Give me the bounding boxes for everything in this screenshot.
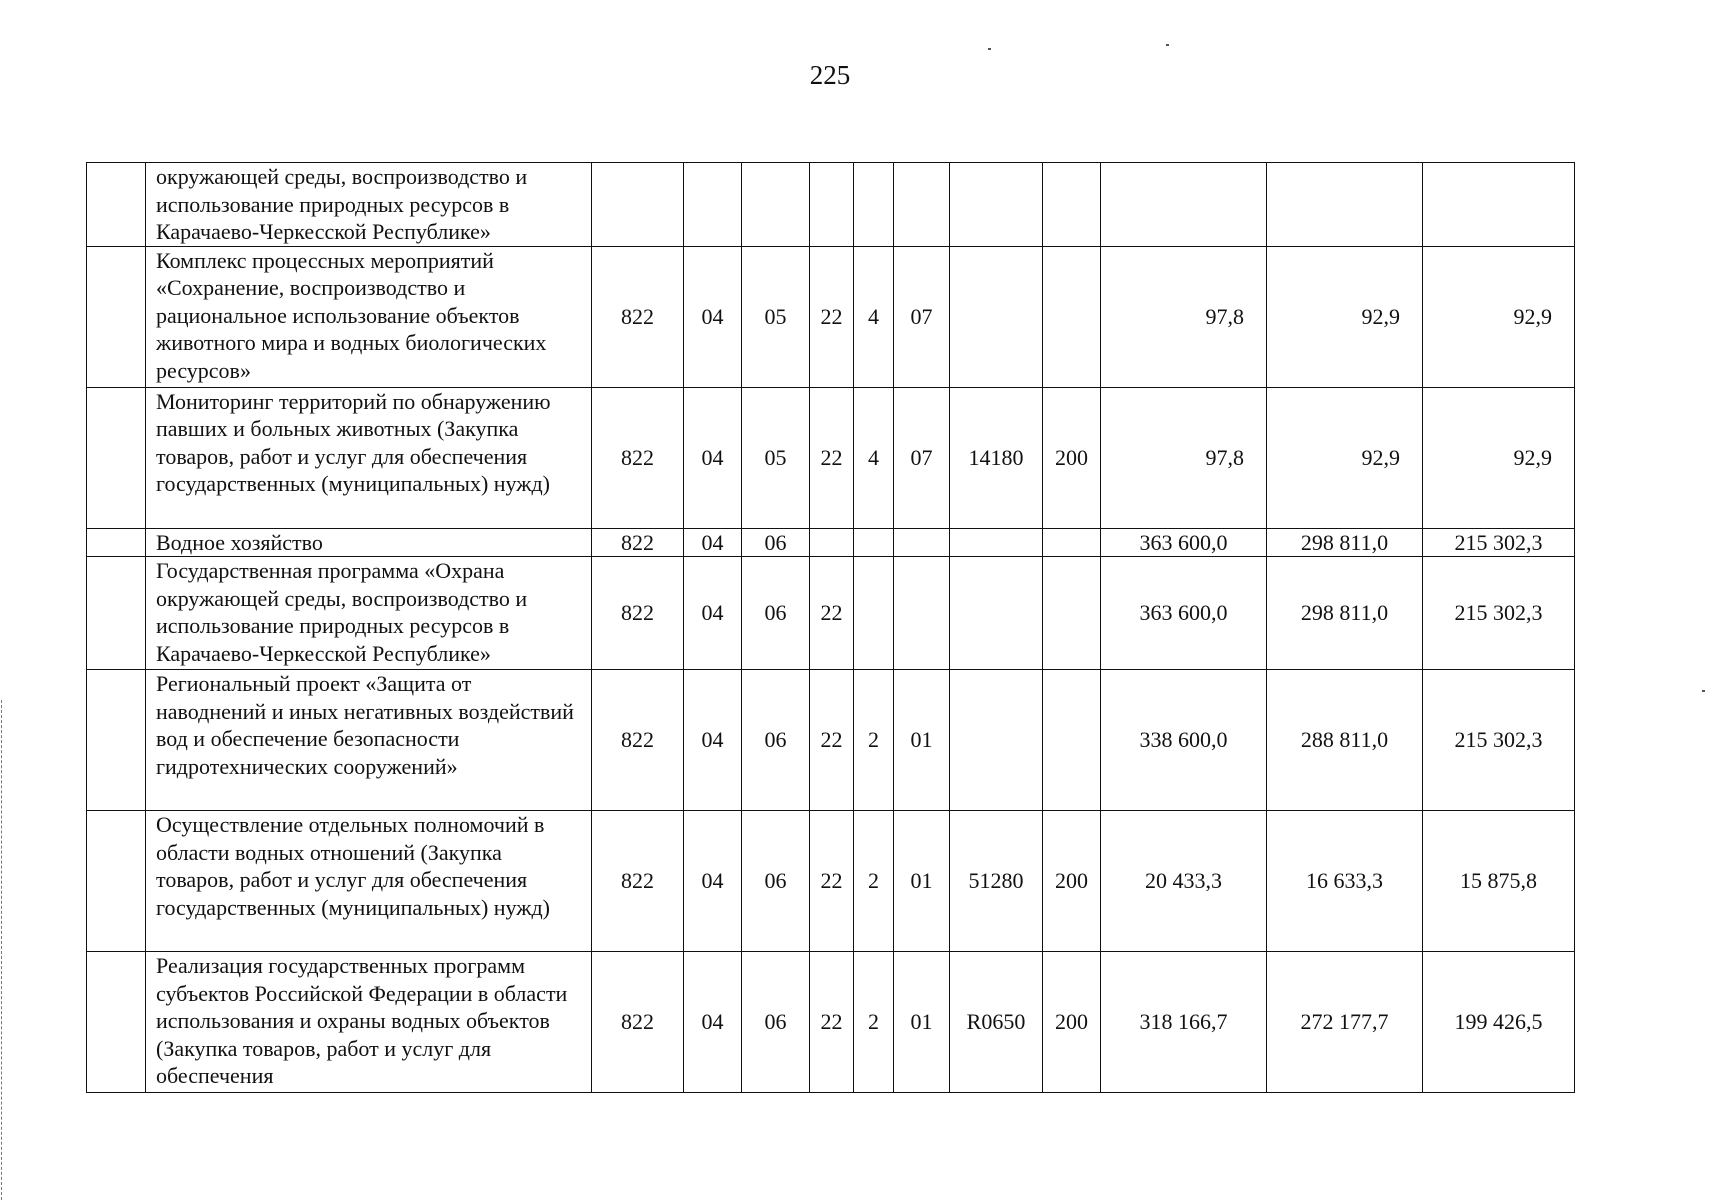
cell-expense-type <box>1043 163 1101 247</box>
cell-section <box>684 163 742 247</box>
cell-amount-year1: 338 600,0 <box>1101 670 1267 811</box>
cell-expense-type <box>1043 246 1101 387</box>
cell-amount-year1: 318 166,7 <box>1101 952 1267 1093</box>
row-index-cell <box>87 163 146 247</box>
table-row <box>87 811 1575 952</box>
cell-subsection: 05 <box>742 387 810 528</box>
row-index-cell <box>87 528 146 557</box>
cell-program <box>810 528 854 557</box>
cell-amount-year2: 16 633,3 <box>1267 811 1423 952</box>
cell-structural-element <box>894 163 950 247</box>
row-index-cell <box>87 387 146 528</box>
cell-section: 04 <box>684 557 742 670</box>
cell-structural-element: 07 <box>894 246 950 387</box>
cell-expense-type: 200 <box>1043 952 1101 1093</box>
cell-amount-year3: 92,9 <box>1423 246 1575 387</box>
cell-amount-year2: 298 811,0 <box>1267 528 1423 557</box>
cell-program-type <box>854 163 894 247</box>
cell-direction: 51280 <box>950 811 1043 952</box>
cell-program-type: 2 <box>854 952 894 1093</box>
cell-subsection: 05 <box>742 246 810 387</box>
cell-direction <box>950 557 1043 670</box>
cell-expense-type <box>1043 557 1101 670</box>
row-name: Государственная программа «Охрана окружающей среды, воспроизводство и использование природных ресурсов в Карачаево-Черкесской Республике» <box>146 557 592 670</box>
cell-direction: 14180 <box>950 387 1043 528</box>
cell-program: 22 <box>810 246 854 387</box>
cell-structural-element: 01 <box>894 811 950 952</box>
cell-amount-year1: 363 600,0 <box>1101 528 1267 557</box>
row-name: Комплекс процессных мероприятий «Сохранение, воспроизводство и рациональное использование объектов животного мира и водных биологических ресурсов» <box>146 246 592 387</box>
row-index-cell <box>87 557 146 670</box>
cell-admin-code: 822 <box>592 387 684 528</box>
row-name: Осуществление отдельных полномочий в области водных отношений (Закупка товаров, работ и услуг для обеспечения государственных (муниципальных) нужд) <box>146 811 592 952</box>
row-index-cell <box>87 811 146 952</box>
cell-amount-year3: 199 426,5 <box>1423 952 1575 1093</box>
cell-expense-type: 200 <box>1043 387 1101 528</box>
cell-amount-year3: 215 302,3 <box>1423 670 1575 811</box>
cell-amount-year1: 97,8 <box>1101 246 1267 387</box>
cell-direction <box>950 670 1043 811</box>
cell-admin-code: 822 <box>592 811 684 952</box>
cell-section: 04 <box>684 246 742 387</box>
cell-program-type: 4 <box>854 387 894 528</box>
cell-expense-type <box>1043 670 1101 811</box>
cell-amount-year2: 298 811,0 <box>1267 557 1423 670</box>
cell-program: 22 <box>810 557 854 670</box>
cell-amount-year3 <box>1423 163 1575 247</box>
cell-program: 22 <box>810 952 854 1093</box>
cell-admin-code: 822 <box>592 246 684 387</box>
cell-amount-year1: 20 433,3 <box>1101 811 1267 952</box>
cell-program: 22 <box>810 670 854 811</box>
table-row <box>87 387 1575 528</box>
cell-amount-year2: 272 177,7 <box>1267 952 1423 1093</box>
cell-admin-code: 822 <box>592 557 684 670</box>
cell-subsection: 06 <box>742 670 810 811</box>
cell-direction <box>950 528 1043 557</box>
page-number: 225 <box>809 60 851 90</box>
table-row <box>87 557 1575 670</box>
cell-amount-year2: 288 811,0 <box>1267 670 1423 811</box>
cell-subsection: 06 <box>742 952 810 1093</box>
scan-speck <box>988 48 991 50</box>
row-name: Реализация государственных программ субъектов Российской Федерации в области использования и охраны водных объектов (Закупка товаров, работ и услуг для обеспечения <box>146 952 592 1093</box>
cell-amount-year3: 92,9 <box>1423 387 1575 528</box>
table-row <box>87 246 1575 387</box>
cell-program <box>810 163 854 247</box>
cell-program-type: 4 <box>854 246 894 387</box>
cell-admin-code: 822 <box>592 670 684 811</box>
cell-program-type: 2 <box>854 811 894 952</box>
cell-structural-element: 07 <box>894 387 950 528</box>
scan-speck <box>1702 690 1705 692</box>
cell-program: 22 <box>810 811 854 952</box>
row-name: Водное хозяйство <box>146 528 592 557</box>
cell-amount-year1: 363 600,0 <box>1101 557 1267 670</box>
cell-structural-element: 01 <box>894 952 950 1093</box>
cell-direction <box>950 246 1043 387</box>
cell-admin-code <box>592 163 684 247</box>
cell-program-type: 2 <box>854 670 894 811</box>
cell-subsection <box>742 163 810 247</box>
scan-edge-mark <box>1 700 3 1200</box>
cell-section: 04 <box>684 387 742 528</box>
cell-structural-element <box>894 557 950 670</box>
cell-subsection: 06 <box>742 811 810 952</box>
budget-table <box>86 162 1575 1093</box>
table-row <box>87 670 1575 811</box>
cell-section: 04 <box>684 952 742 1093</box>
cell-amount-year2: 92,9 <box>1267 387 1423 528</box>
cell-direction <box>950 163 1043 247</box>
cell-direction: R0650 <box>950 952 1043 1093</box>
row-name: окружающей среды, воспроизводство и использование природных ресурсов в Карачаево-Черкесской Республике» <box>146 163 592 247</box>
scan-speck <box>1166 44 1169 46</box>
cell-admin-code: 822 <box>592 528 684 557</box>
cell-amount-year1 <box>1101 163 1267 247</box>
cell-amount-year2 <box>1267 163 1423 247</box>
cell-expense-type: 200 <box>1043 811 1101 952</box>
table-row <box>87 952 1575 1093</box>
table-row <box>87 528 1575 557</box>
cell-admin-code: 822 <box>592 952 684 1093</box>
row-index-cell <box>87 670 146 811</box>
row-name: Региональный проект «Защита от наводнений и иных негативных воздействий вод и обеспечение безопасности гидротехнических сооружений» <box>146 670 592 811</box>
cell-program-type <box>854 557 894 670</box>
cell-section: 04 <box>684 811 742 952</box>
cell-program-type <box>854 528 894 557</box>
cell-amount-year2: 92,9 <box>1267 246 1423 387</box>
cell-section: 04 <box>684 528 742 557</box>
cell-amount-year1: 97,8 <box>1101 387 1267 528</box>
cell-program: 22 <box>810 387 854 528</box>
cell-section: 04 <box>684 670 742 811</box>
row-name: Мониторинг территорий по обнаружению павших и больных животных (Закупка товаров, работ и услуг для обеспечения государственных (муниципальных) нужд) <box>146 387 592 528</box>
row-index-cell <box>87 952 146 1093</box>
cell-amount-year3: 215 302,3 <box>1423 557 1575 670</box>
cell-subsection: 06 <box>742 557 810 670</box>
cell-amount-year3: 15 875,8 <box>1423 811 1575 952</box>
cell-expense-type <box>1043 528 1101 557</box>
cell-subsection: 06 <box>742 528 810 557</box>
row-index-cell <box>87 246 146 387</box>
cell-structural-element <box>894 528 950 557</box>
table-row <box>87 163 1575 247</box>
cell-amount-year3: 215 302,3 <box>1423 528 1575 557</box>
cell-structural-element: 01 <box>894 670 950 811</box>
